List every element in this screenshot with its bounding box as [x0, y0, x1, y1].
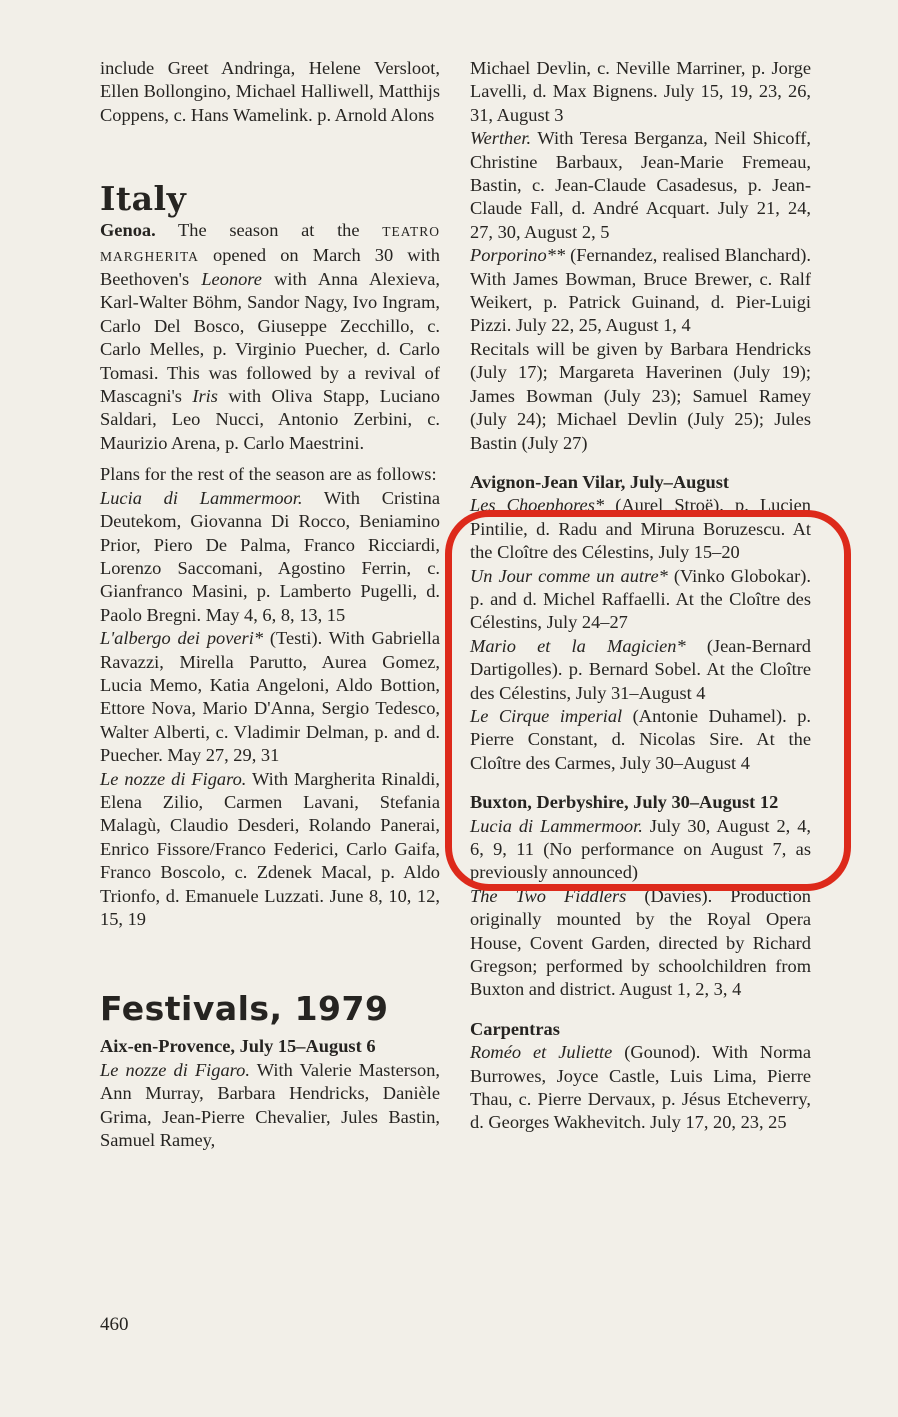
- werther-entry: [470, 127, 811, 244]
- lucia-title: Lucia di Lammermoor.: [100, 487, 303, 508]
- werther-title: Werther.: [470, 128, 532, 149]
- recitals-paragraph: Recitals will be given by Barbara Hendricks (July 17); Margareta Haverinen (July 19); James Bowman (July 23); Samuel Ramey (July 24); Michael Devlin (July 25); Jules Bastin (July 27): [470, 338, 811, 453]
- cirque-entry: [470, 705, 811, 775]
- choephores-title: Les Choephores*: [470, 495, 605, 516]
- mario-text: (Jean-Bernard Dartigolles). p. Bernard Sobel. At the Cloître des Célestins, July 31–August 4: [470, 635, 811, 703]
- figaro-title: Le nozze di Figaro.: [100, 768, 247, 789]
- buxton-lucia-text: July 30, August 2, 4, 6, 9, 11 (No performance on August 7, as previously announced): [470, 815, 811, 883]
- avignon-heading: Avignon-Jean Vilar, July–August: [470, 471, 730, 492]
- choephores-text: (Aurel Stroë). p. Lucien Pintilie, d. Radu and Miruna Boruzescu. At the Cloître des Célestins, July 15–20: [470, 495, 811, 563]
- fiddlers-title: The Two Fiddlers: [470, 885, 627, 906]
- lucia-entry: [100, 487, 440, 627]
- unjour-text: (Vinko Globokar). p. and d. Michel Raffaelli. At the Cloître des Célestins, July 24–27: [470, 565, 811, 633]
- porporino-title: Porporino**: [470, 245, 566, 266]
- figaro-entry: [100, 768, 440, 932]
- page-number: 460: [100, 1314, 129, 1335]
- porporino-entry: [470, 244, 811, 338]
- genoa-paragraph: [100, 219, 440, 455]
- unjour-title: Un Jour comme un autre*: [470, 565, 668, 586]
- mario-entry: [470, 635, 811, 705]
- left-column: [100, 57, 440, 1152]
- buxton-section: [470, 791, 811, 1002]
- genoa-place: Genoa.: [100, 220, 156, 241]
- buxton-heading: Buxton, Derbyshire, July 30–August 12: [470, 792, 779, 813]
- carpentras-section: [470, 1018, 811, 1135]
- buxton-lucia-title: Lucia di Lammermoor.: [470, 815, 643, 836]
- figaro-text: With Margherita Rinaldi, Elena Zilio, Carmen Lavani, Stefania Malagù, Claudio Desderi, Rolando Panerai, Enrico Fissore/Franco Federici, Carlo Gaifa, Franco Boscolo, c. Zdenek Macal, p. Aldo Trionfo, d. Emanuele Luzzati. June 8, 10, 12, 15, 19: [100, 768, 440, 929]
- genoa-venue: TEATRO MARGHERITA: [100, 224, 440, 264]
- albergo-text: (Testi). With Gabriella Ravazzi, Mirella Parutto, Aurea Gomez, Lucia Memo, Katia Angeloni, Aldo Bottion, Ettore Nova, Mario D'Anna, Sergio Tedesco, Walter Alberti, c. Vladimir Delman, p. and d. Puecher. May 27, 29, 31: [100, 628, 441, 766]
- aix-figaro-title: Le nozze di Figaro.: [100, 1059, 250, 1080]
- italy-heading: Italy: [100, 179, 187, 219]
- romeo-title: Roméo et Juliette: [470, 1042, 613, 1063]
- romeo-text: (Gounod). With Norma Burrowes, Joyce Castle, Luis Lima, Pierre Thau, c. Pierre Dervaux, p. Jésus Etcheverry, d. Georges Wakhevitch. July 17, 20, 23, 25: [470, 1042, 811, 1133]
- intro-paragraph: include Greet Andringa, Helene Versloot, Ellen Bollongino, Michael Halliwell, Matthijs Coppens, c. Hans Wamelink. p. Arnold Alons: [100, 58, 440, 125]
- genoa-opera-iris: Iris: [192, 386, 218, 407]
- cirque-text: (Antonie Duhamel). p. Pierre Constant, d. Nicolas Sire. At the Cloître des Carmes, July 30–August 4: [470, 705, 812, 773]
- albergo-entry: [100, 627, 440, 767]
- right-column: [470, 57, 811, 1135]
- genoa-opera-leonore: Leonore: [201, 269, 262, 290]
- aix-heading: Aix-en-Provence, July 15–August 6: [100, 1036, 376, 1057]
- cirque-title: Le Cirque imperial: [470, 705, 623, 726]
- choephores-entry: [470, 494, 811, 564]
- genoa-text-1: The season at the: [155, 220, 383, 241]
- aix-entry: [100, 1035, 440, 1152]
- genoa-text-4: with Oliva Stapp, Luciano Saldari, Leo Nucci, Antonio Zerbini, c. Maurizio Arena, p. Carlo Maestrini.: [100, 386, 440, 453]
- werther-text: With Teresa Berganza, Neil Shicoff, Christine Barbaux, Jean-Marie Fremeau, Bastin, c. Jean-Claude Casadesus, p. Jean-Claude Fall, d. André Acquart. July 21, 24, 27, 30, August 2, 5: [470, 128, 811, 242]
- fiddlers-entry: [470, 885, 811, 1002]
- mario-title: Mario et la Magicien*: [470, 635, 686, 656]
- festivals-heading: Festivals, 1979: [100, 989, 389, 1029]
- genoa-text-3: with Anna Alexieva, Karl-Walter Böhm, Sandor Nagy, Ivo Ingram, Carlo Del Bosco, Giuseppe Zecchillo, c. Carlo Melles, p. Virginio Puecher, d. Carlo Tomasi. This was followed by a revival of Mascagni's: [100, 269, 440, 407]
- genoa-text-2: opened on March 30 with Beethoven's: [100, 244, 440, 290]
- buxton-lucia-entry: [470, 815, 811, 885]
- aix-continued: Michael Devlin, c. Neville Marriner, p. Jorge Lavelli, d. Max Bignens. July 15, 19, 23, 26, 31, August 3: [470, 58, 811, 125]
- lucia-text: With Cristina Deutekom, Giovanna Di Rocco, Beniamino Prior, Piero De Palma, Franco Ricciardi, Lorenzo Saccomani, Agostino Ferrin, c. Gianfranco Masini, p. Lamberto Pugelli, d. Paolo Bregni. May 4, 6, 8, 13, 15: [100, 487, 440, 625]
- fiddlers-text: (Davies). Production originally mounted by the Royal Opera House, Covent Garden, directed by Richard Gregson; performed by schoolchildren from Buxton and district. August 1, 2, 3, 4: [470, 885, 811, 1000]
- unjour-entry: [470, 565, 811, 635]
- aix-figaro-text: With Valerie Masterson, Ann Murray, Barbara Hendricks, Danièle Grima, Jean-Pierre Chevalier, Jules Bastin, Samuel Ramey,: [100, 1059, 440, 1151]
- plans-paragraph: Plans for the rest of the season are as follows:: [100, 464, 437, 485]
- carpentras-heading: Carpentras: [470, 1018, 560, 1039]
- avignon-section: [470, 471, 811, 775]
- porporino-text: (Fernandez, realised Blanchard). With James Bowman, Bruce Brewer, c. Ralf Weikert, p. Patrick Guinand, d. Pier-Luigi Pizzi. July 22, 25, August 1, 4: [470, 245, 811, 336]
- albergo-title: L'albergo dei poveri*: [100, 628, 264, 649]
- romeo-entry: [470, 1041, 811, 1135]
